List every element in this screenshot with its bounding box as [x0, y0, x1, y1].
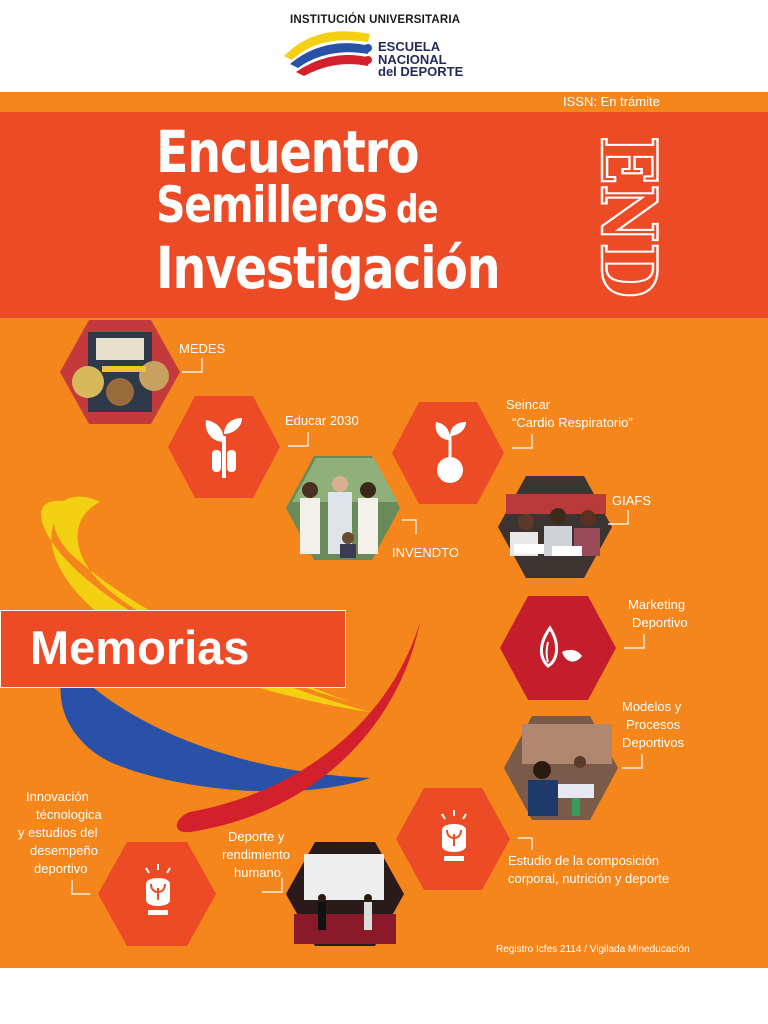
- label-pointer: [262, 878, 284, 894]
- label-seincar-2: “Cardio Respiratorio”: [512, 415, 633, 430]
- label-pointer: [622, 754, 644, 770]
- logo-text-line1: ESCUELA: [378, 39, 441, 54]
- label-innovacion-3: y estudios del: [18, 825, 98, 840]
- title-line-3: Investigación: [156, 234, 500, 302]
- modelos-photo-hex: [502, 714, 620, 822]
- label-innovacion-2: técnologica: [36, 807, 102, 822]
- label-giafs: GIAFS: [612, 493, 652, 508]
- label-marketing-1: Marketing: [628, 597, 686, 612]
- logo-text-line3: del DEPORTE: [378, 64, 464, 79]
- label-estudio-2: corporal, nutrición y deporte: [508, 871, 670, 886]
- label-seincar-1: Seincar: [506, 397, 551, 412]
- label-educar: Educar 2030: [285, 413, 359, 428]
- label-modelos-3: Deportivos: [622, 735, 685, 750]
- label-invendto: INVENDTO: [392, 545, 459, 560]
- label-pointer: [182, 358, 204, 374]
- memorias-title: Memorias: [30, 621, 250, 674]
- label-innovacion-5: deportivo: [34, 861, 88, 876]
- label-pointer: [518, 836, 536, 852]
- bulb-sprout-icon: [138, 862, 178, 918]
- logo-text-line2: NACIONAL: [378, 52, 447, 67]
- giafs-photo-hex: [496, 474, 614, 580]
- title-line-2-main: Semilleros: [156, 176, 387, 234]
- label-pointer: [608, 510, 630, 526]
- label-pointer: [512, 434, 534, 450]
- label-medes: MEDES: [179, 341, 226, 356]
- issn-label: ISSN: En trámite: [563, 94, 660, 109]
- seed-icon: [430, 418, 470, 486]
- label-modelos-1: Modelos y: [622, 699, 682, 714]
- label-innovacion-4: desempeño: [30, 843, 98, 858]
- medes-photo-hex: [58, 318, 182, 426]
- end-mark-text: END: [584, 136, 673, 330]
- footer-registry: Registro Icfes 2114 / Vigilada Mineducación: [496, 944, 690, 955]
- end-vertical-mark: [540, 132, 673, 330]
- label-pointer: [402, 518, 420, 536]
- label-innovacion-1: Innovación: [26, 789, 89, 804]
- institution-label: INSTITUCIÓN UNIVERSITARIA: [290, 14, 461, 26]
- label-modelos-2: Procesos: [626, 717, 681, 732]
- poster-cover: [0, 92, 768, 968]
- deporte-photo-hex: [284, 840, 406, 948]
- label-pointer: [624, 634, 646, 650]
- leaf-seed-icon: [536, 622, 584, 670]
- label-estudio-1: Estudio de la composición: [508, 853, 660, 868]
- label-pointer: [288, 432, 310, 448]
- title-line-1: Encuentro: [156, 118, 419, 186]
- title-line-2-de: de: [386, 187, 438, 231]
- bulb-sprout-icon: [434, 808, 474, 864]
- sprout-icon: [200, 414, 248, 478]
- label-pointer: [70, 880, 92, 896]
- title-line-2: [156, 176, 437, 234]
- invendto-photo-hex: [284, 454, 402, 562]
- label-deporte-3: humano: [234, 865, 281, 880]
- label-deporte-1: Deporte y: [228, 829, 285, 844]
- label-marketing-2: Deportivo: [632, 615, 688, 630]
- label-deporte-2: rendimiento: [222, 847, 290, 862]
